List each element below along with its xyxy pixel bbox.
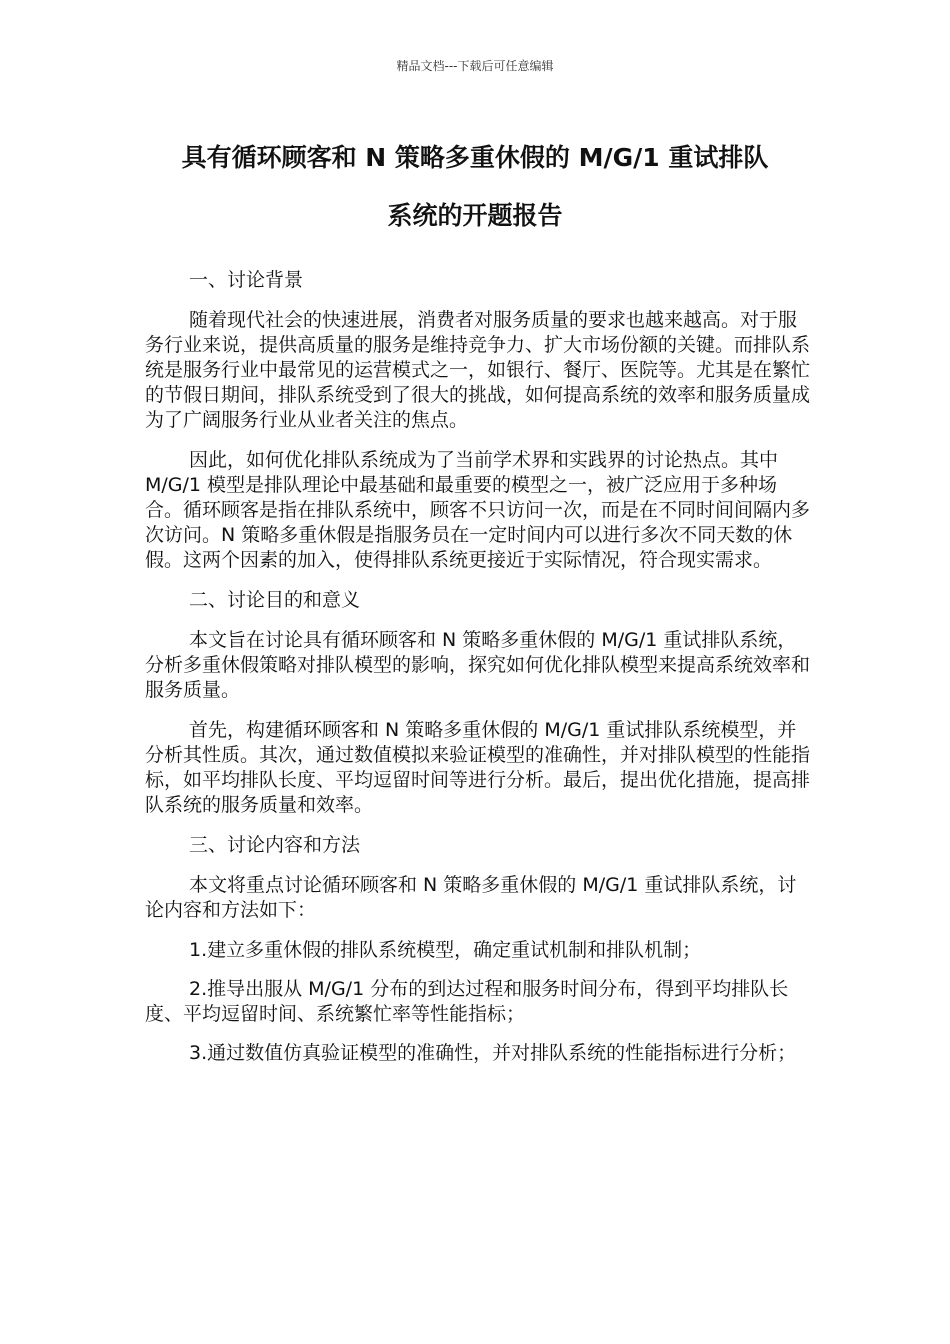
- list-item-1: 1.建立多重休假的排队系统模型，确定重试机制和排队机制；: [189, 939, 702, 961]
- section-heading-purpose: 二、讨论目的和意义: [189, 589, 361, 611]
- list-item-3: 3.通过数值仿真验证模型的准确性，并对排队系统的性能指标进行分析；: [189, 1042, 797, 1064]
- header-note: 精品文档---下载后可任意编辑: [396, 59, 554, 73]
- document-title-line-2: 系统的开题报告: [387, 201, 563, 230]
- paragraph-background-2: 因此，如何优化排队系统成为了当前学术界和实践界的讨论热点。其中 M/G/1 模型是排队理论中最基础和最重要的模型之一，被广泛应用于多种场合。循环顾客是指在排队系统中，顾客不只访问一次，而是在不同时间间隔内多次访问。N 策略多重休假是指服务员在一定时间内可以进行多次不同天数的休假。这两个因素的加入，使得排队系统更接近于实际情况，符合现实需求。: [145, 449, 811, 571]
- paragraph-purpose-1: 本文旨在讨论具有循环顾客和 N 策略多重休假的 M/G/1 重试排队系统，分析多重休假策略对排队模型的影响，探究如何优化排队模型来提高系统效率和服务质量。: [145, 629, 811, 701]
- document-title-line-1: 具有循环顾客和 N 策略多重休假的 M/G/1 重试排队: [181, 143, 769, 172]
- list-item-2: 2.推导出服从 M/G/1 分布的到达过程和服务时间分布，得到平均排队长度、平均逗留时间、系统繁忙率等性能指标；: [145, 978, 789, 1025]
- paragraph-background-1: 随着现代社会的快速进展，消费者对服务质量的要求也越来越高。对于服务行业来说，提供高质量的服务是维持竞争力、扩大市场份额的关键。而排队系统是服务行业中最常见的运营模式之一，如银行、餐厅、医院等。尤其是在繁忙的节假日期间，排队系统受到了很大的挑战，如何提高系统的效率和服务质量成为了广阔服务行业从业者关注的焦点。: [145, 309, 811, 431]
- document-body: [145, 268, 810, 1080]
- paragraph-purpose-2: 首先，构建循环顾客和 N 策略多重休假的 M/G/1 重试排队系统模型，并分析其性质。其次，通过数值模拟来验证模型的准确性，并对排队模型的性能指标，如平均排队长度、平均逗留时间等进行分析。最后，提出优化措施，提高排队系统的服务质量和效率。: [145, 719, 811, 816]
- paragraph-content-intro: 本文将重点讨论循环顾客和 N 策略多重休假的 M/G/1 重试排队系统，讨论内容和方法如下：: [145, 874, 797, 921]
- section-heading-background: 一、讨论背景: [189, 269, 304, 291]
- section-heading-content-methods: 三、讨论内容和方法: [189, 834, 361, 856]
